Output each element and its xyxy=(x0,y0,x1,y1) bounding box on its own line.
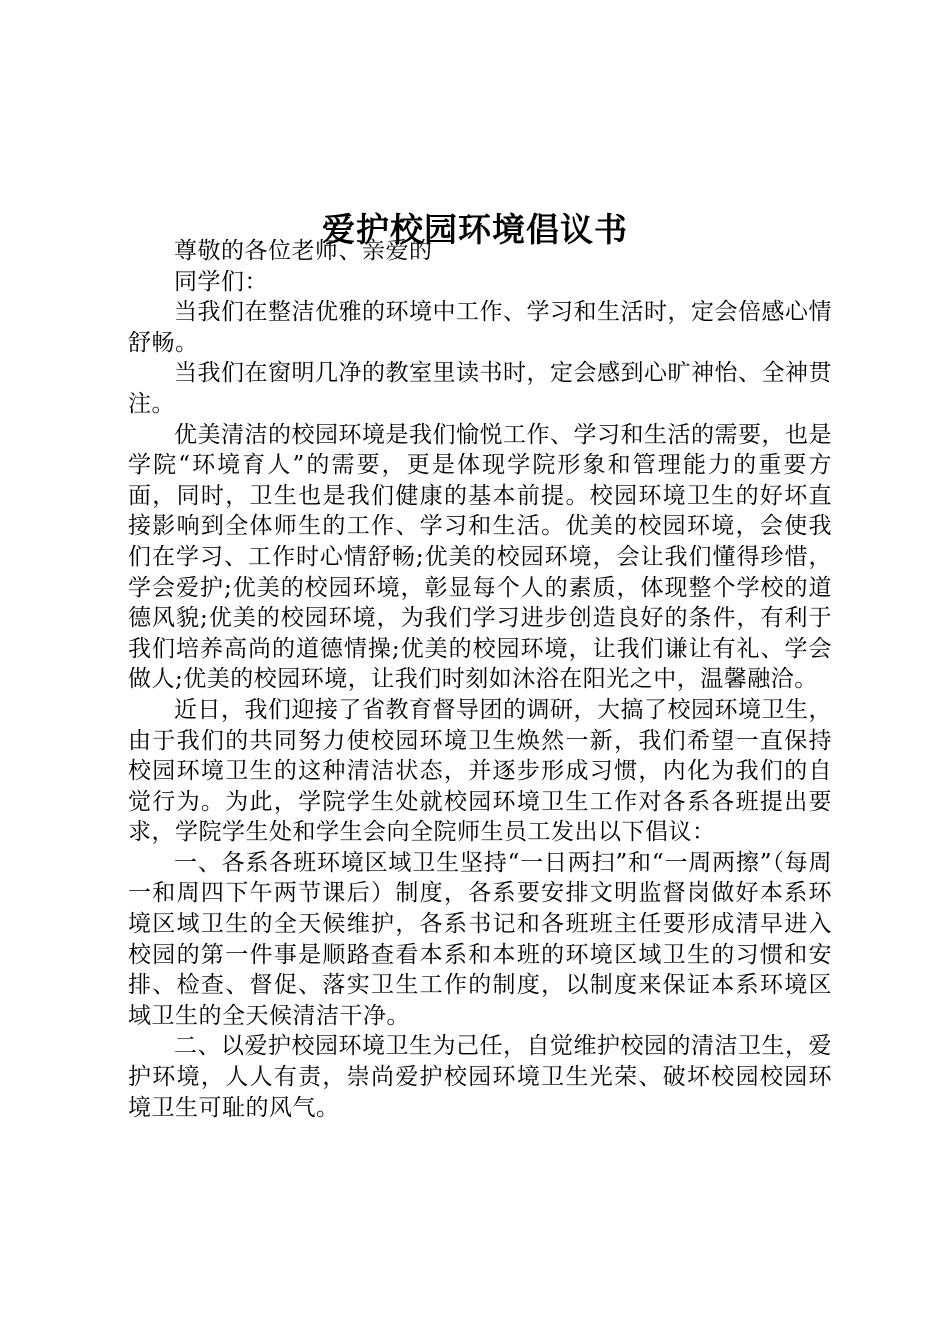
document-body xyxy=(128,236,832,1123)
paragraph-recent-inspection: 近日，我们迎接了省教育督导团的调研，大搞了校园环境卫生，由于我们的共同努力使校园环境卫生焕然一新，我们希望一直保持校园环境卫生的这种清洁状态，并逐步形成习惯，内化为我们的自觉行为。为此，学院学生处就校园环境卫生工作对各系各班提出要求，学院学生处和学生会向全院师生员工发出以下倡议： xyxy=(128,696,832,846)
salutation-line-2: 同学们： xyxy=(174,268,268,295)
paragraph-environment: 当我们在整洁优雅的环境中工作、学习和生活时，定会倍感心情舒畅。 xyxy=(128,299,832,356)
salutation-line-1: 尊敬的各位老师、亲爱的 xyxy=(174,238,433,264)
proposal-item-2: 二、以爱护校园环境卫生为己任，自觉维护校园的清洁卫生，爱护环境，人人有责，崇尚爱护校园环境卫生光荣、破坏校园校园环境卫生可耻的风气。 xyxy=(128,1033,832,1121)
document-title: 爱护校园环境倡议书 xyxy=(322,210,628,250)
paragraph-classroom: 当我们在窗明几净的教室里读书时，定会感到心旷神怡、全神贯注。 xyxy=(128,360,832,417)
proposal-item-1: 一、各系各班环境区域卫生坚持“一日两扫”和“一周两擦”（每周一和周四下午两节课后）制度，各系要安排文明监督岗做好本系环境区域卫生的全天候维护，各系书记和各班班主任要形成清早进入校园的第一件事是顺路查看本系和本班的环境区域卫生的习惯和安排、检查、督促、落实卫生工作的制度，以制度来保证本系环境区域卫生的全天候清洁干净。 xyxy=(128,849,832,1029)
paragraph-campus-beauty: 优美清洁的校园环境是我们愉悦工作、学习和生活的需要，也是学院“环境育人”的需要，更是体现学院形象和管理能力的重要方面，同时，卫生也是我们健康的基本前提。校园环境卫生的好坏直接影响到全体师生的工作、学习和生活。优美的校园环境，会使我们在学习、工作时心情舒畅;优美的校园环境，会让我们懂得珍惜，学会爱护;优美的校园环境，彰显每个人的素质，体现整个学校的道德风貌;优美的校园环境，为我们学习进步创造良好的条件，有利于我们培养高尚的道德情操;优美的校园环境，让我们谦让有礼、学会做人;优美的校园环境，让我们时刻如沐浴在阳光之中，温馨融洽。 xyxy=(128,421,832,693)
